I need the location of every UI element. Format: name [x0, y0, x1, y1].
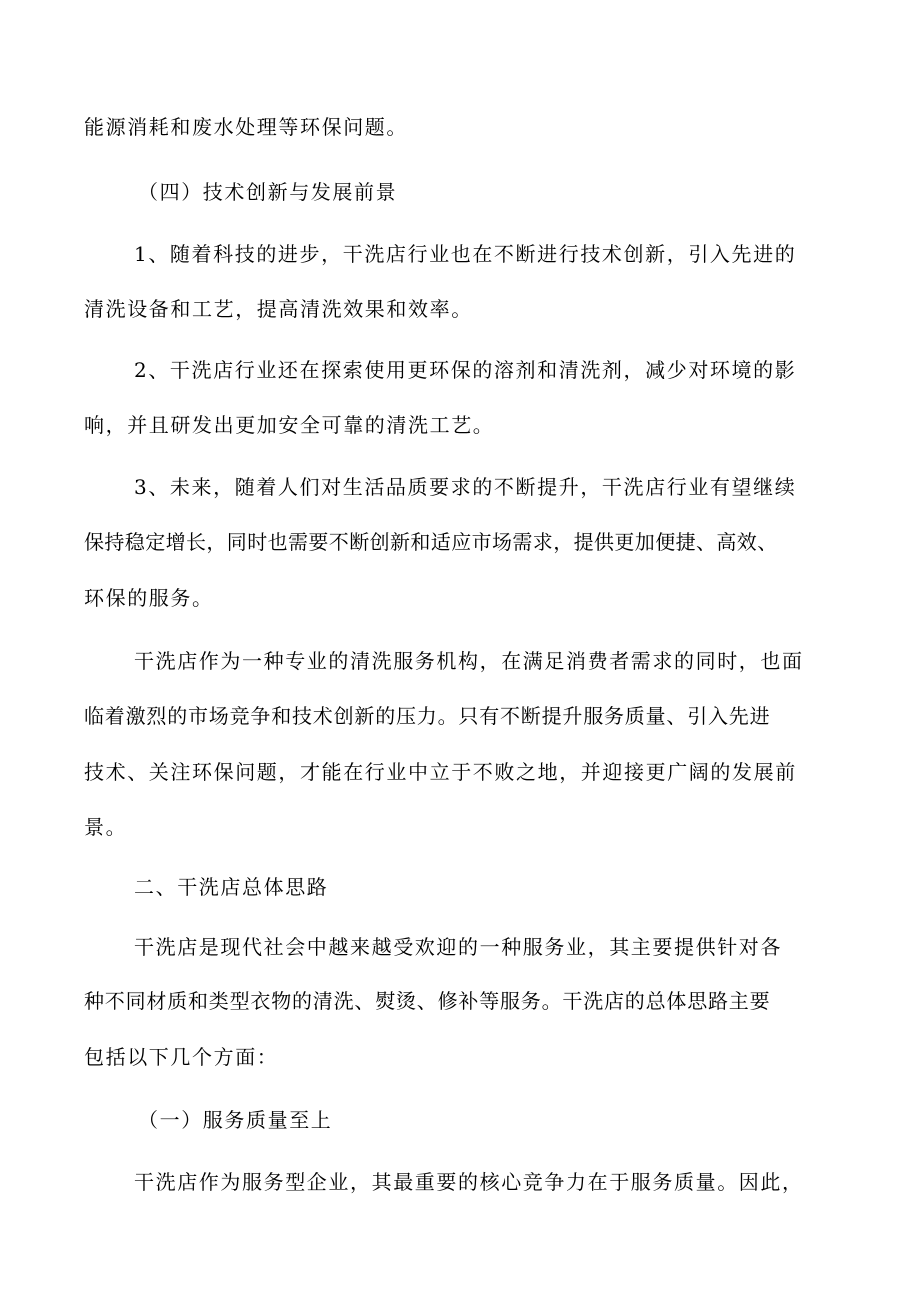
paragraph-line: 干洗店作为一种专业的清洗服务机构，在满足消费者需求的同时，也面	[134, 649, 804, 673]
paragraph-line: 景。	[84, 815, 128, 839]
paragraph-line: 清洗设备和工艺，提高清洗效果和效率。	[84, 297, 473, 321]
paragraph-line: 技术、关注环保问题，才能在行业中立于不败之地，并迎接更广阔的发展前	[84, 760, 797, 784]
paragraph-line: 响，并且研发出更加安全可靠的清洗工艺。	[84, 413, 495, 437]
paragraph-line: 3、未来，随着人们对生活品质要求的不断提升，干洗店行业有望继续	[134, 475, 797, 499]
paragraph-line: 保持稳定增长，同时也需要不断创新和适应市场需求，提供更加便捷、高效、	[84, 530, 778, 554]
paragraph-line: 干洗店是现代社会中越来越受欢迎的一种服务业，其主要提供针对各	[134, 935, 782, 959]
section-heading: （四）技术创新与发展前景	[138, 180, 398, 204]
section-heading: （一）服务质量至上	[138, 1108, 333, 1132]
paragraph-line: 2、干洗店行业还在探索使用更环保的溶剂和清洗剂，减少对环境的影	[134, 358, 797, 382]
paragraph-line: 1、随着科技的进步，干洗店行业也在不断进行技术创新，引入先进的	[134, 242, 797, 266]
paragraph-line: 能源消耗和废水处理等环保问题。	[84, 115, 408, 139]
section-heading: 二、干洗店总体思路	[134, 875, 329, 899]
paragraph-line: 干洗店作为服务型企业，其最重要的核心竞争力在于服务质量。因此，	[134, 1170, 804, 1194]
paragraph-line: 环保的服务。	[84, 586, 214, 610]
paragraph-line: 包括以下几个方面：	[84, 1045, 279, 1069]
paragraph-line: 临着激烈的市场竞争和技术创新的压力。只有不断提升服务质量、引入先进	[84, 704, 771, 728]
paragraph-line: 种不同材质和类型衣物的清洗、熨烫、修补等服务。干洗店的总体思路主要	[84, 989, 771, 1013]
